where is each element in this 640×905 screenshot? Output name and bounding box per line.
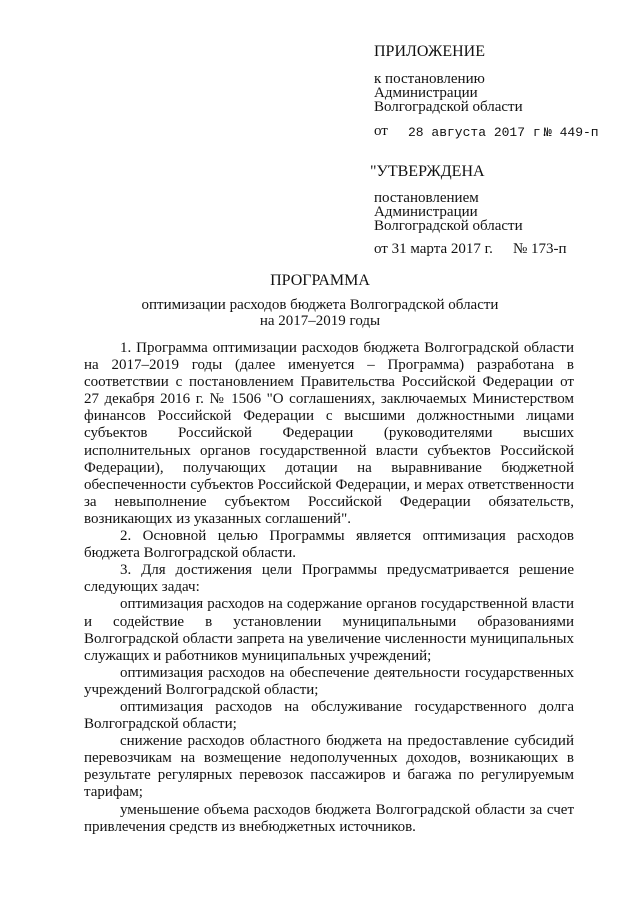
appendix-number: № 449-п [544,125,599,140]
appendix-date: 28 августа 2017 г. [408,125,549,140]
appendix-date-prefix: от [374,123,388,139]
task-item-4: снижение расходов областного бюджета на предоставление субсидий перевозчикам на возмещение недополученных доходов, возникающих в результате регулярных перевозок пассажиров и багажа по регулируемым тарифам; [84,733,574,801]
approval-date: от 31 марта 2017 г. [374,241,493,257]
appendix-line-3: Волгоградской области [374,99,523,115]
approval-line-2: Администрации [374,204,478,220]
program-heading: ПРОГРАММА [270,272,370,289]
program-body [84,340,574,836]
approval-line-1: постановлением [374,190,479,206]
paragraph-1: 1. Программа оптимизации расходов бюджета Волгоградской области на 2017–2019 годы (далее именуется – Программа) разработана в соответствии с постановлением Правительства Российской Федерации от 27 декабря 2016 г. № 1506 "О соглашениях, заключаемых Министерством финансов Российской Федерации с высшими должностными лицами субъектов Российской Федерации (руководителями высших исполнительных органов государственной власти субъектов Российской Федерации), получающих дотации на выравнивание бюджетной обеспеченности субъектов Российской Федерации, и мерах ответственности за невыполнение субъектом Российской Федерации обязательств, возникающих из указанных соглашений". [84,340,574,527]
paragraph-3: 3. Для достижения цели Программы предусматривается решение следующих задач: [84,562,574,596]
paragraph-2: 2. Основной целью Программы является оптимизация расходов бюджета Волгоградской области. [84,528,574,562]
appendix-line-1: к постановлению [374,71,485,87]
program-subtitle-1: оптимизации расходов бюджета Волгоградской области [141,297,499,313]
task-item-5: уменьшение объема расходов бюджета Волгоградской области за счет привлечения средств из внебюджетных источников. [84,801,574,835]
approval-line-3: Волгоградской области [374,218,523,234]
approval-number: № 173-п [513,241,567,257]
task-item-2: оптимизация расходов на обеспечение деятельности государственных учреждений Волгоградской области; [84,664,574,698]
program-subtitle-2: на 2017–2019 годы [259,313,381,329]
appendix-title: ПРИЛОЖЕНИЕ [374,43,486,60]
approval-title: "УТВЕРЖДЕНА [370,163,485,180]
task-item-3: оптимизация расходов на обслуживание государственного долга Волгоградской области; [84,698,574,733]
task-item-1: оптимизация расходов на содержание органов государственной власти и содействие в установлении муниципальными образованиями Волгоградской области запрета на увеличение численности муниципальных служащих и работников муниципальных учреждений; [84,596,574,664]
appendix-line-2: Администрации [374,85,478,101]
